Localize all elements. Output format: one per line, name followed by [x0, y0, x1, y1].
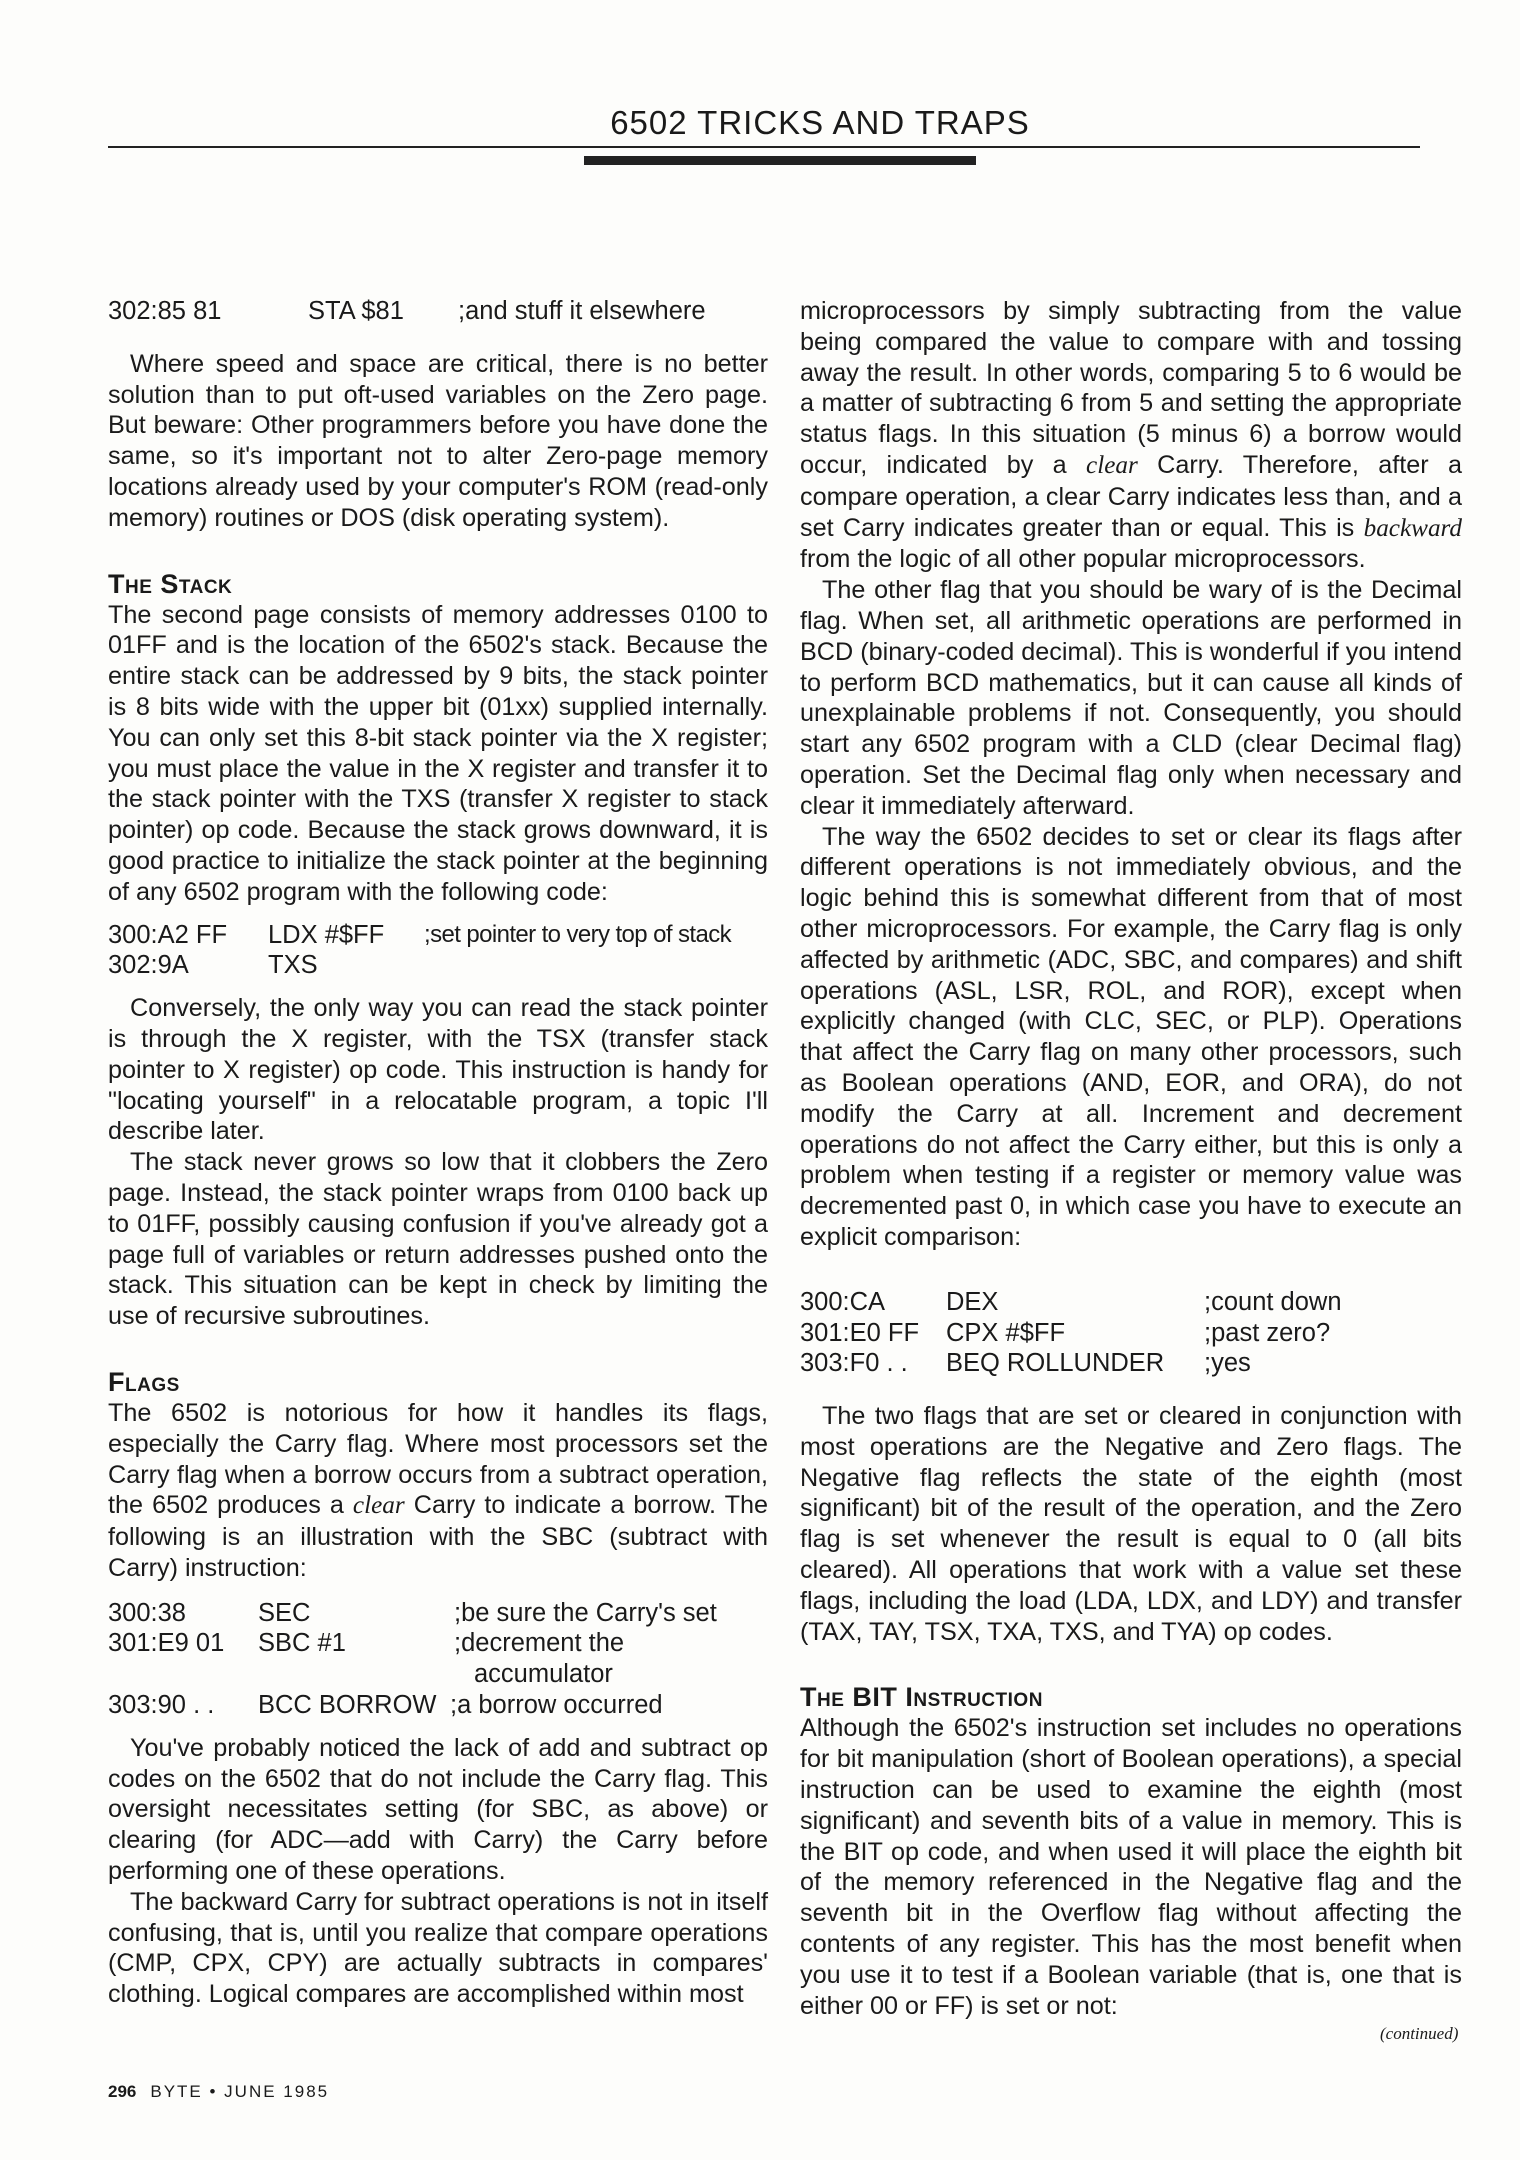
code-line: 303:F0 . . BEQ ROLLUNDER ;yes: [800, 1349, 1251, 1378]
code-line: 302:85 81 STA $81 ;and stuff it elsewhere: [108, 297, 706, 325]
section-heading: The BIT Instruction: [800, 1682, 1043, 1713]
paragraph: microprocessors by simply subtracting from the value being compared the value to compare with and tossing away the result. In other words, comparing 5 to 6 would be a matter of subtracting 6 from 5 and setting the appropriate status flags. In this situation (5 minus 6) a borrow would occur, indicated by a clear Carry. Therefore, after a compare operation, a clear Carry indicates less than, and a set Carry indicates greater than or equal. This is backward from the logic of all other popular microprocessors.: [800, 297, 1462, 574]
left-column: [108, 296, 768, 2010]
paragraph: The other flag that you should be wary of is the Decimal flag. When set, all arithmetic operations are performed in BCD (binary-coded decimal). This is wonderful if you intend to perform BCD mathematics, but it can cause all kinds of unexplainable problems if not. Consequently, you should start any 6502 program with a CLD (clear Decimal flag) operation. Set the Decimal flag only when necessary and clear it immediately afterward.: [800, 576, 1462, 820]
running-header: 6502 TRICKS AND TRAPS: [610, 104, 1030, 141]
code-block: [108, 296, 768, 327]
section-heading: The Stack: [108, 568, 233, 599]
code-line: 302:9A TXS: [108, 951, 318, 980]
paragraph: You've probably noticed the lack of add and subtract op codes on the 6502 that do not include the Carry flag. This oversight necessitates setting (for SBC, as above) or clearing (for ADC—add with Carry) the Carry before performing one of these operations.: [108, 1733, 768, 1886]
code-line: 300:A2 FF LDX #$FF ;set pointer to very top of stack: [108, 920, 732, 949]
right-column: [800, 296, 1462, 2021]
paragraph: The second page consists of memory addresses 0100 to 01FF and is the location of the 6502's stack. Because the entire stack can be addressed by 9 bits, the stack pointer is 8 bits wide with the upper bit (01xx) supplied internally. You can only set this 8-bit stack pointer via the X register; you must place the value in the X register and transfer it to the stack pointer with the TXS (transfer X register to stack pointer) op code. Because the stack grows downward, it is good practice to initialize the stack pointer at the beginning of any 6502 program with the following code:: [108, 600, 768, 906]
page-footer: [108, 2082, 329, 2102]
page-number: 296: [108, 2082, 137, 2101]
code-block: [800, 1287, 1462, 1379]
code-line: 303:90 . . BCC BORROW ;a borrow occurred: [108, 1691, 663, 1720]
paragraph: Where speed and space are critical, there is no better solution than to put oft-used variables on the Zero page. But beware: Other programmers before you have done the same, so it's important not to alter Zero-page memory locations already used by your computer's ROM (read-only memory) routines or DOS (disk operating system).: [108, 349, 768, 532]
header-rule: [108, 146, 1420, 148]
footer-text: BYTE • JUNE 1985: [150, 2082, 330, 2101]
code-block: [108, 1598, 768, 1721]
header-bar: [584, 156, 976, 165]
code-block: [108, 920, 768, 982]
continued-note: (continued): [1380, 2024, 1459, 2043]
code-line: 300:CA DEX ;count down: [800, 1287, 1342, 1316]
paragraph: The two flags that are set or cleared in conjunction with most operations are the Negative and Zero flags. The Negative flag reflects the state of the eighth (most significant) bit of the result of the operation, and the Zero flag is set whenever the result is equal to 0 (all bits cleared). All operations that work with a value set these flags, including the load (LDA, LDX, and LDY) and transfer (TAX, TAY, TSX, TXA, TXS, and TYA) op codes.: [800, 1402, 1462, 1646]
code-line: 301:E9 01 SBC #1 ;decrement the: [108, 1629, 625, 1658]
paragraph: The way the 6502 decides to set or clear its flags after different operations is not immediately obvious, and the logic behind this is somewhat different from that of most other microprocessors. For example, the Carry flag is only affected by arithmetic (ADC, SBC, and compares) and shift operations (ASL, LSR, ROL, and ROR), except when explicitly changed (with CLC, SEC, or PLP). Operations that affect the Carry flag on many other processors, such as Boolean operations (AND, EOR, and ORA), do not modify the Carry at all. Increment and decrement operations do not affect the Carry either, but this is only a problem when testing if a register or memory value was decremented past 0, in which case you have to execute an explicit comparison:: [800, 822, 1462, 1251]
paragraph: Although the 6502's instruction set includes no operations for bit manipulation (short of Boolean operations), a special instruction can be used to examine the eighth (most significant) and seventh bits of a value in memory. This is the BIT op code, and when used it will place the eighth bit of the memory referenced in the Negative flag and the seventh bit in the Overflow flag without affecting the contents of any register. This has the most benefit when you use it to test if a Boolean variable (that is, one that is either 00 or FF) is set or not:: [800, 1714, 1462, 2020]
section-heading: Flags: [108, 1366, 180, 1397]
paragraph: Conversely, the only way you can read the stack pointer is through the X register, with the TSX (transfer stack pointer to X register) op code. This instruction is handy for "locating yourself" in a relocatable program, a topic I'll describe later.: [108, 994, 768, 1146]
code-line: 301:E0 FF CPX #$FF ;past zero?: [800, 1318, 1331, 1347]
code-line: 300:38 SEC ;be sure the Carry's set: [108, 1598, 717, 1627]
paragraph: The 6502 is notorious for how it handles its flags, especially the Carry flag. Where most processors set the Carry flag when a borrow occurs from a subtract operation, the 6502 produces a clear Carry to indicate a borrow. The following is an illustration with the SBC (subtract with Carry) instruction:: [108, 1398, 768, 1582]
paragraph: The backward Carry for subtract operations is not in itself confusing, that is, until you realize that compare operations (CMP, CPX, CPY) are actually subtracts in compares' clothing. Logical compares are accomplished within most: [108, 1887, 768, 2009]
code-line: accumulator: [474, 1660, 613, 1689]
paragraph: The stack never grows so low that it clobbers the Zero page. Instead, the stack pointer wraps from 0100 back up to 01FF, possibly causing confusion if you've already got a page full of variables or return addresses pushed onto the stack. This situation can be kept in check by limiting the use of recursive subroutines.: [108, 1148, 768, 1331]
